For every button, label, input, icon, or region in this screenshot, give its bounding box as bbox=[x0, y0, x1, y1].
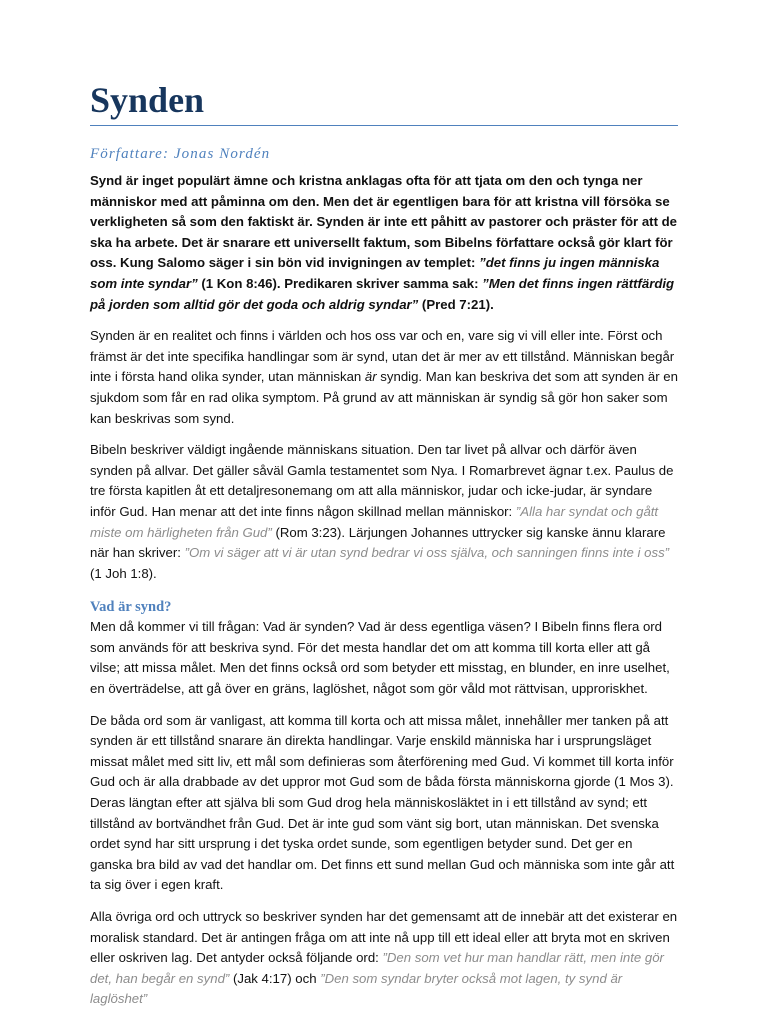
paragraph-2 bbox=[90, 440, 678, 584]
p2-text-2: (Rom 3:23). Lärjungen Johannes uttrycker sig kanske ännu klarare när han skriver: bbox=[90, 524, 666, 561]
intro-text-2: (1 Kon 8:46). Predikaren skriver samma sak: bbox=[197, 275, 483, 291]
p1-text-1: Synden är en realitet och finns i världen och hos oss var och en, vare sig vi vill eller inte. Först och främst är det inte specifika handlingar som är synd, utan det är mer av ett tillstånd. Människan begår inte i första hand olika synder, utan människan bbox=[90, 328, 675, 385]
intro-quote-1: ”det finns ju ingen människa som inte syndar” bbox=[90, 255, 660, 291]
section-heading: Vad är synd? bbox=[90, 599, 172, 616]
p2-text-1: Bibeln beskriver väldigt ingående människans situation. Den tar livet på allvar och därför även synden på allvar. Det gäller såväl Gamla testamentet som Nya. I Romarbrevet ägnar t.ex. Paulus de tre första kapitlen åt ett detaljresonemang om att alla människor, judar och icke-judar, är syndare inför Gud. Han menar att det inte finns någon skillnad mellan människor: bbox=[90, 442, 674, 519]
p2-quote-2: ”Om vi säger att vi är utan synd bedrar vi oss själva, och sanningen finns inte i oss” bbox=[184, 545, 670, 561]
intro-text-1: Synd är inget populärt ämne och kristna anklagas ofta för att tjata om den och tynga ner människor med att påminna om den. Men det är egentligen bara för att kristna vill försöka se verkligheten så som den faktiskt är. Synden är inte ett påhitt av pastorer och präster för att de ska ha arbete. Det är snarare ett universellt faktum, som Bibelns författare också gör klart för oss. Kung Salomo säger i sin bön vid invigningen av templet: bbox=[90, 173, 678, 271]
paragraph-3: Men då kommer vi till frågan: Vad är synden? Vad är dess egentliga väsen? I Bibeln finns flera ord som används för att beskriva synd. För det mesta handlar det om att komma till korta eller att gå vilse; att missa målet. Men det finns också ord som betyder ett misstag, en blunder, en inre uselhet, en överträdelse, att gå över en gräns, laglöshet, något som gör våld mot rättvisan, upproriskhet. bbox=[90, 619, 670, 697]
p5-text-1: Alla övriga ord och uttryck so beskriver synden har det gemensamt att de innebär att det existerar en moralisk standard. Det är antingen fråga om att inte nå upp till ett ideal eller att bryta mot en skriven eller oskriven lag. Det antyder också följande ord: bbox=[90, 909, 678, 966]
title-underline bbox=[90, 125, 678, 126]
p1-text-2: syndig. Man kan beskriva det som att synden är en sjukdom som får en rad olika symptom. På grund av att människan är syndig så gör hon saker som kan beskrivas som synd. bbox=[90, 369, 678, 426]
p1-emphasis: är bbox=[364, 369, 377, 385]
p5-quote-2: ”Den som syndar bryter också mot lagen, ty synd är laglöshet” bbox=[90, 970, 623, 1007]
p5-quote-1: ”Den som vet hur man handlar rätt, men inte gör det, han begår en synd” bbox=[90, 950, 664, 986]
paragraph-4: De båda ord som är vanligast, att komma till korta och att missa målet, innehåller mer tanken på att synden är ett tillstånd snarare än direkta handlingar. Varje enskild människa har i ursprungsläget missat målet med sitt liv, ett mål som definieras som återförening med Gud. Vi kommet till korta inför Gud och är alla drabbade av det uppror mot Gud som de båda första människorna gjorde (1 Mos 3). Deras längtan efter att själva bli som Gud drog hela människosläktet in i ett tillstånd av synd; ett tillstånd av bortvändhet från Gud. Det är inte gud som vänt sig bort, utan människan. Det svenska ordet synd har sitt ursprung i det tyska ordet sunde, som egentligen betyder sund. Det ger en ganska bra bild av vad det handlar om. Det finns ett sund mellan Gud och människa som inte går att ta sig över i egen kraft. bbox=[90, 712, 675, 893]
p2-text-3: (1 Joh 1:8). bbox=[90, 565, 157, 581]
author-line: Författare: Jonas Nordén bbox=[90, 146, 271, 162]
paragraph-1 bbox=[90, 326, 678, 429]
paragraph-5 bbox=[90, 907, 678, 1010]
p2-quote-1: ”Alla har syndat och gått miste om härligheten från Gud” bbox=[90, 503, 659, 540]
p5-text-2: (Jak 4:17) och bbox=[229, 970, 321, 986]
intro-quote-2: ”Men det finns ingen rättfärdig på jorden som alltid gör det goda och aldrig syndar” bbox=[90, 275, 675, 312]
intro-paragraph bbox=[90, 171, 678, 315]
intro-text-3: (Pred 7:21). bbox=[418, 296, 494, 312]
document-title: Synden bbox=[90, 80, 205, 120]
document-page bbox=[90, 78, 678, 1021]
